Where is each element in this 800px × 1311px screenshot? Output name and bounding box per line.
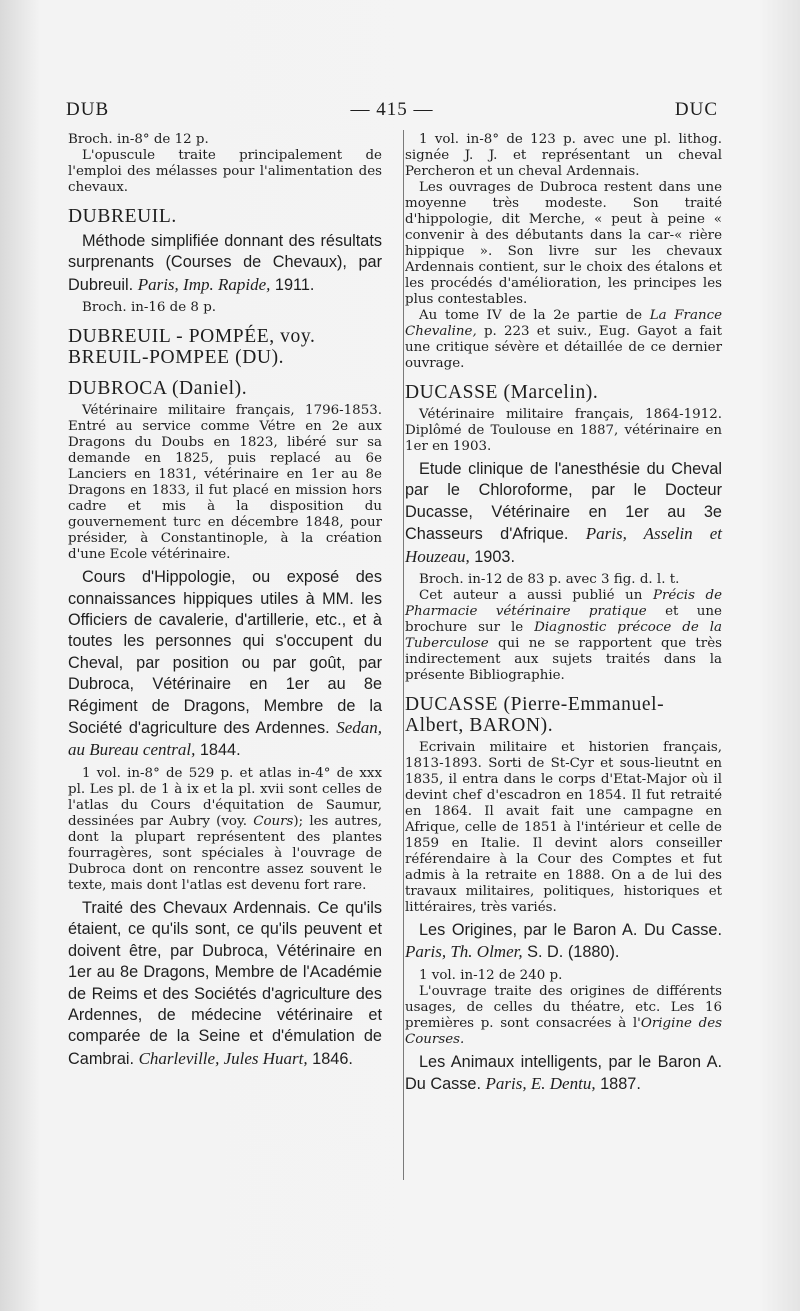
author-biography: Vétérinaire militaire français, 1864-1912. Diplômé de Toulouse en 1887, vétérinaire en 1er en 1903. (405, 407, 722, 454)
left-column (68, 132, 382, 1074)
entry-description: Broch. in-8° de 12 p. (68, 132, 209, 147)
entry-note: L'opuscule traite principalement de l'emploi des mélasses pour l'alimentation des chevaux. (68, 148, 382, 195)
entry-description: Broch. in-12 de 83 p. avec 3 fig. d. l. t. (419, 572, 680, 588)
column-divider (403, 130, 404, 1180)
author-heading-dubreuil-pompee: DUBREUIL - POMPÉE, voy. BREUIL-POMPEE (DU). (68, 326, 316, 369)
entry-description: 1 vol. in-12 de 240 p. (419, 967, 563, 983)
entry-note: Cet auteur a aussi publié un Précis de Pharmacie vétérinaire pratique et une brochure sur le Diagnostic précoce de la Tuberculose qui ne se rapportent que très indirectement aux sujets traités dans la présente Bibliographie. (405, 588, 722, 684)
entry-note: Les ouvrages de Dubroca restent dans une moyenne très modeste. Son traité d'hippologie, dit Merche, « peut à peine « convenir à des débutants dans la car-« rière hippique ». Son livre sur les chevaux Ardennais contient, sur le choix des étalons et les procédés d'amélioration, les principes les plus contestables. (405, 180, 722, 307)
entry-description: 1 vol. in-8° de 529 p. et atlas in-4° de xxx pl. Les pl. de 1 à ix et la pl. xvii sont celles de l'atlas du Cours d'équitation de Saumur, dessinées par Aubry (voy. Cours); les autres, dont la plupart représentent des plantes fourragères, sont spéciales à l'ouvrage de Dubroca dont on rencontre assez souvent le texte, mais dont l'atlas est devenu fort rare. (68, 765, 382, 893)
header-right: DUC (674, 99, 718, 120)
book-title-origines: Les Origines, par le Baron A. Du Casse. Paris, Th. Olmer, S. D. (1880). (405, 921, 722, 962)
author-heading-dubreuil: DUBREUIL. (68, 206, 177, 227)
book-title-cours: Cours d'Hippologie, ou exposé des connaissances hippiques utiles à MM. les Officiers de cavalerie, d'artillerie, etc., et à toutes les personnes qui s'occupent du Cheval, par position ou par goût, par Dubroca, Vétérinaire en 1er au 8e Régiment de Dragons, Membre de la Société d'agriculture des Ardennes. Sedan, au Bureau central, 1844. (68, 568, 382, 760)
book-title-traite: Traité des Chevaux Ardennais. Ce qu'ils étaient, ce qu'ils sont, ce qu'ils peuvent et doivent être, par Dubroca, Vétérinaire en 1er au 8e Dragons, Membre de l'Académie de Reims et des Sociétés d'agriculture des Ardennes, de médecine vétérinaire et comparée de la Seine et d'émulation de Cambrai. Charleville, Jules Huart, 1846. (68, 898, 382, 1068)
book-title-animaux: Les Animaux intelligents, par le Baron A. Du Casse. Paris, E. Dentu, 1887. (405, 1052, 722, 1094)
page-number: — 415 — (350, 99, 434, 120)
entry-description: Broch. in-16 de 8 p. (82, 300, 217, 316)
entry-description: 1 vol. in-8° de 123 p. avec une pl. lithog. signée J. J. et représentant un cheval Percheron et un cheval Ardennais. (405, 132, 722, 179)
author-heading-dubroca: DUBROCA (Daniel). (68, 378, 248, 400)
author-biography: Ecrivain militaire et historien français, 1813-1893. Sorti de St-Cyr et sous-lieutnt en 1835, il entra dans le corps d'Etat-Major où il devint chef d'escadron en 1854. Il fut retraité en 1864. Il avait fait une campagne en Afrique, celle de 1851 à l'intérieur et celle de 1859 en Italie. Il devint alors conseiller référendaire à la Cour des Comptes et fut admis à la retraite en 1888. On a de lui des travaux militaires, politiques, historiques et littéraires, très variés. (405, 740, 722, 916)
author-heading-ducasse-marcelin: DUCASSE (Marcelin). (405, 382, 599, 403)
entry-note: L'ouvrage traite des origines de différents usages, de celles du théatre, etc. Les 16 premières p. sont consacrées à l'Origine des Courses. (405, 983, 722, 1047)
book-title-etude: Etude clinique de l'anesthésie du Cheval par le Chloroforme, par le Docteur Ducasse, Vétérinaire en 1er au 3e Chasseurs d'Afrique. Paris, Asselin et Houzeau, 1903. (405, 460, 722, 566)
book-title-methode: Méthode simplifiée donnant des résultats surprenants (Courses de Chevaux), par Dubreuil. Paris, Imp. Rapide, 1911. (68, 232, 382, 294)
right-column (405, 132, 722, 1100)
author-heading-ducasse-pierre: DUCASSE (Pierre-Emmanuel-Albert, BARON). (405, 694, 665, 737)
page-header (66, 99, 718, 123)
header-left: DUB (66, 99, 110, 120)
entry-note: Au tome IV de la 2e partie de La France Chevaline, p. 223 et suiv., Eug. Gayot a fait une critique sévère et détaillée de ce dernier ouvrage. (405, 308, 722, 371)
author-biography: Vétérinaire militaire français, 1796-1853. Entré au service comme Vétre en 2e aux Dragons du Doubs en 1823, libéré sur sa demande en 1825, puis replacé au 6e Lanciers en 1831, vétérinaire en 1er au 8e Dragons en 1833, il fut placé en mission hors cadre et mis à la disposition du gouvernement turc en décembre 1848, pour présider, à Constantinople, à la création d'une Ecole vétérinaire. (68, 403, 382, 563)
